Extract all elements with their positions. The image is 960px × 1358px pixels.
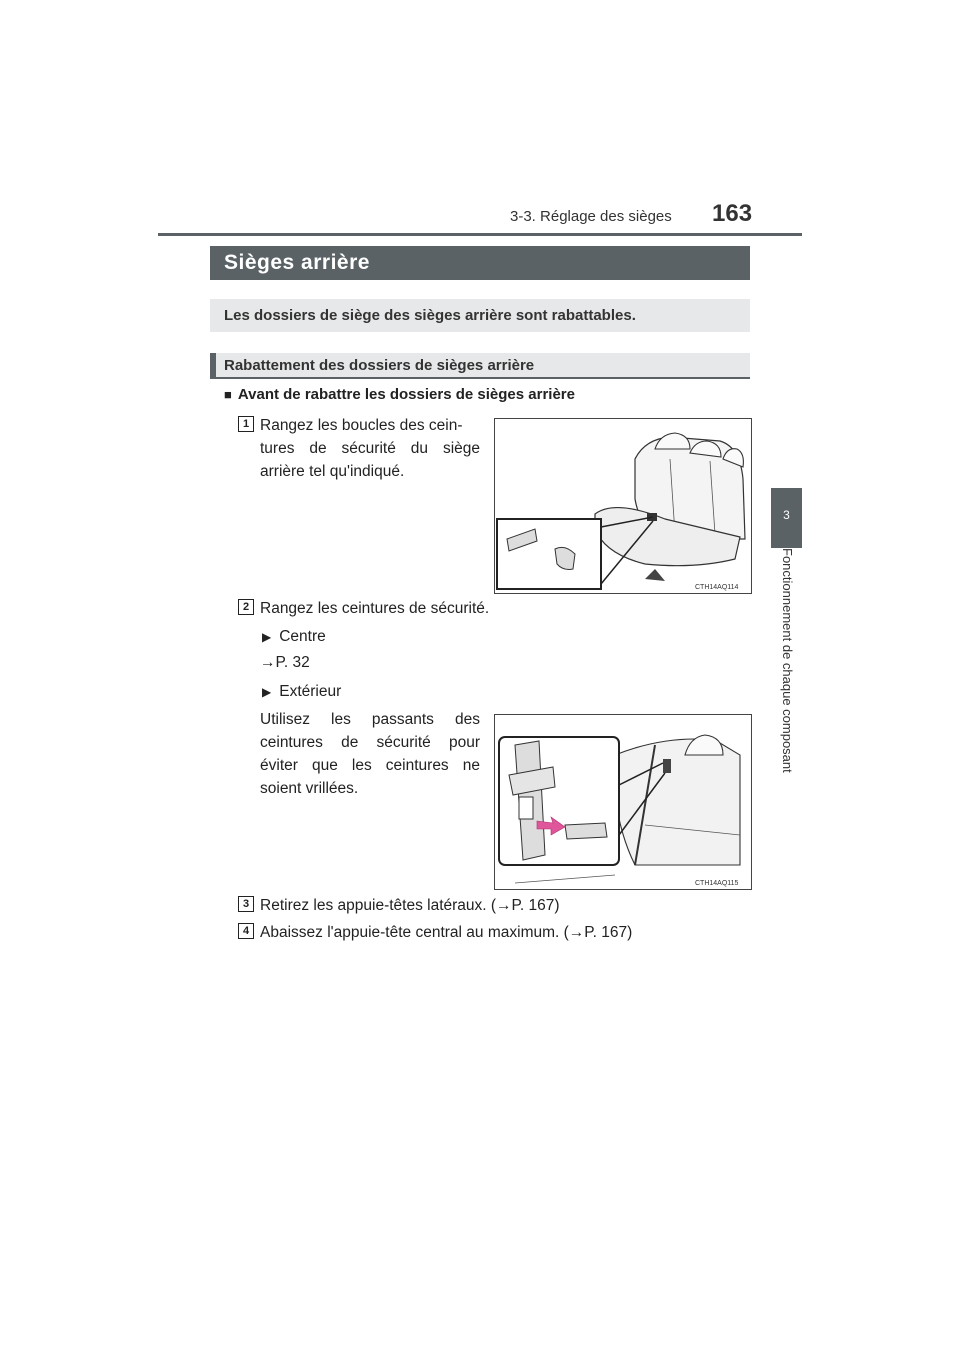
step-number-3: 3	[238, 896, 254, 912]
section-title: 3-3. Réglage des sièges	[510, 208, 672, 225]
page-title: Sièges arrière	[210, 246, 750, 280]
sub-item-exterieur: ▶ Extérieur	[262, 680, 341, 704]
square-bullet-icon: ■	[224, 387, 232, 402]
chapter-tab	[771, 488, 802, 548]
step-4-text: Abaissez l'appuie-tête central au maximum. (→P. 167)	[260, 924, 633, 941]
figure-code-1: CTH14AQ114	[695, 584, 739, 591]
step-3-text: Retirez les appuie-têtes latéraux. (→P. 167)	[260, 897, 560, 914]
figure-belt-guides	[494, 714, 752, 890]
exterieur-text: Utilisez les passants des ceintures de sécurité pour éviter que les ceintures ne soient vrillées.	[260, 711, 480, 797]
header-rule	[158, 233, 802, 236]
subheading: Rabattement des dossiers de sièges arrière	[210, 353, 750, 379]
figure-code-2: CTH14AQ115	[695, 880, 739, 887]
intro-text: Les dossiers de siège des sièges arrière sont rabattables.	[210, 299, 750, 332]
page-number: 163	[712, 200, 753, 227]
rear-seat-illustration	[495, 419, 751, 593]
bullet-heading: ■ Avant de rabattre les dossiers de sièges arrière	[224, 386, 575, 403]
sub-item-centre: ▶ Centre	[262, 625, 326, 649]
step-number-1: 1	[238, 416, 254, 432]
centre-page-ref[interactable]: →P. 32	[260, 654, 310, 671]
belt-guide-illustration	[495, 715, 751, 889]
triangle-bullet-icon: ▶	[262, 630, 272, 644]
chapter-title: Fonctionnement de chaque composant	[780, 548, 795, 773]
step-number-4: 4	[238, 923, 254, 939]
step-1-text: Rangez les boucles des cein- tures de sécurité du siège arrière tel qu'indiqué.	[260, 417, 480, 480]
triangle-bullet-icon: ▶	[262, 685, 272, 699]
step-2-text: Rangez les ceintures de sécurité.	[260, 600, 490, 617]
figure-rear-seat-buckles	[494, 418, 752, 594]
step-number-2: 2	[238, 599, 254, 615]
chapter-number: 3	[783, 508, 790, 522]
